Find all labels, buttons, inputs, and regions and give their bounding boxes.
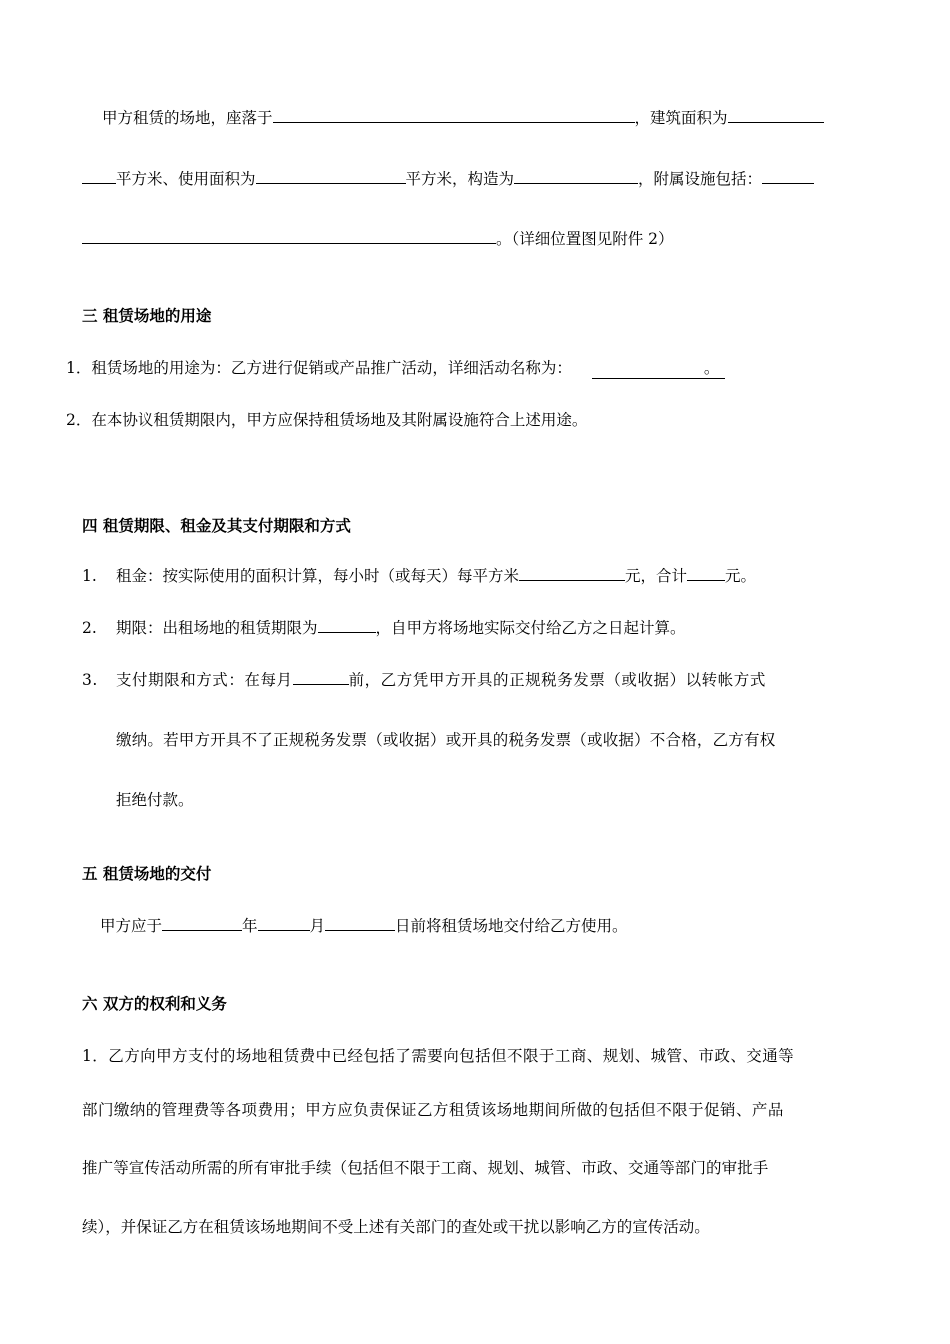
- delivery-label: 甲方应于: [100, 917, 163, 935]
- building-area-blank[interactable]: [728, 108, 824, 123]
- section5-heading: 五 租赁场地的交付: [82, 865, 212, 883]
- building-area-label: ，建筑面积为: [634, 109, 728, 127]
- activity-name-blank[interactable]: [592, 358, 726, 379]
- item-number: 2．: [66, 411, 92, 429]
- location-label: 甲方租赁的场地，座落于: [102, 109, 273, 127]
- rent-total-blank[interactable]: [687, 566, 725, 581]
- yuan-label: 元。: [725, 567, 757, 585]
- section6-item1-line1: 1．乙方向甲方支付的场地租赁费中已经包括了需要向包括但不限于工商、规划、城管、市政、交通等: [82, 1047, 795, 1065]
- attachment-note: 。（详细位置图见附件 2）: [496, 230, 674, 248]
- item-number: 1.: [82, 567, 97, 585]
- section4-item3-line2: 缴纳。若甲方开具不了正规税务发票（或收据）或开具的税务发票（或收据）不合格，乙方有权: [116, 731, 776, 749]
- usage-maintenance-text: 在本协议租赁期限内，甲方应保持租赁场地及其附属设施符合上述用途。: [91, 411, 588, 429]
- section3-heading: 三 租赁场地的用途: [82, 307, 212, 325]
- area-line: [82, 169, 814, 189]
- section6-item1-line2: 部门缴纳的管理费等各项费用；甲方应负责保证乙方租赁该场地期间所做的包括但不限于促销、产品: [82, 1101, 784, 1119]
- item-number: 1．: [66, 359, 92, 377]
- section3-item2: [66, 410, 587, 430]
- section4-heading: 四 租赁期限、租金及其支付期限和方式: [82, 517, 351, 535]
- structure-label: 平方米，构造为: [405, 170, 515, 188]
- rent-per-sqm-blank[interactable]: [519, 566, 625, 581]
- section4-item3-line3: 拒绝付款。: [116, 791, 194, 809]
- delivery-month-blank[interactable]: [258, 916, 310, 931]
- facilities-blank[interactable]: [762, 169, 814, 184]
- structure-blank[interactable]: [514, 169, 638, 184]
- payment-day-blank[interactable]: [293, 670, 349, 685]
- location-line: [102, 108, 824, 128]
- usable-area-label: 平方米、使用面积为: [116, 170, 256, 188]
- year-label: 年: [242, 917, 258, 935]
- month-label: 月: [309, 917, 326, 935]
- item-number: 3.: [82, 671, 98, 689]
- period-mark: 。: [703, 359, 720, 377]
- term-description: ，自甲方将场地实际交付给乙方之日起计算。: [375, 619, 686, 637]
- rent-total-label: 元，合计: [625, 567, 688, 585]
- facilities-line: [82, 229, 674, 249]
- item-number: 2.: [82, 619, 97, 637]
- payment-description: 前，乙方凭甲方开具的正规税务发票（或收据）以转帐方式: [348, 671, 766, 689]
- delivery-line: [100, 916, 628, 936]
- section3-item1: [66, 358, 725, 379]
- facilities-blank-cont[interactable]: [82, 229, 496, 244]
- section4-item3: [82, 670, 766, 690]
- delivery-day-blank[interactable]: [325, 916, 395, 931]
- payment-label: 支付期限和方式：在每月: [116, 671, 293, 689]
- facilities-label: ，附属设施包括：: [638, 170, 763, 188]
- section6-item1-line4: 续），并保证乙方在租赁该场地期间不受上述有关部门的查处或干扰以影响乙方的宣传活动。: [82, 1218, 710, 1236]
- section6-item1-line3: 推广等宣传活动所需的所有审批手续（包括但不限于工商、规划、城管、市政、交通等部门的审批手: [82, 1159, 769, 1177]
- delivery-description: 日前将租赁场地交付给乙方使用。: [395, 917, 628, 935]
- delivery-year-blank[interactable]: [162, 916, 242, 931]
- term-blank[interactable]: [318, 618, 376, 633]
- section4-item1: [82, 566, 756, 586]
- rent-label: 租金：按实际使用的面积计算，每小时（或每天）每平方米: [116, 567, 520, 585]
- term-label: 期限：出租场地的租赁期限为: [116, 619, 318, 637]
- usable-area-blank[interactable]: [256, 169, 406, 184]
- section4-item2: [82, 618, 686, 638]
- location-blank[interactable]: [273, 108, 635, 123]
- building-area-blank-cont[interactable]: [82, 169, 116, 184]
- usage-label: 租赁场地的用途为：乙方进行促销或产品推广活动，详细活动名称为：: [91, 359, 572, 377]
- section6-heading: 六 双方的权利和义务: [82, 995, 227, 1013]
